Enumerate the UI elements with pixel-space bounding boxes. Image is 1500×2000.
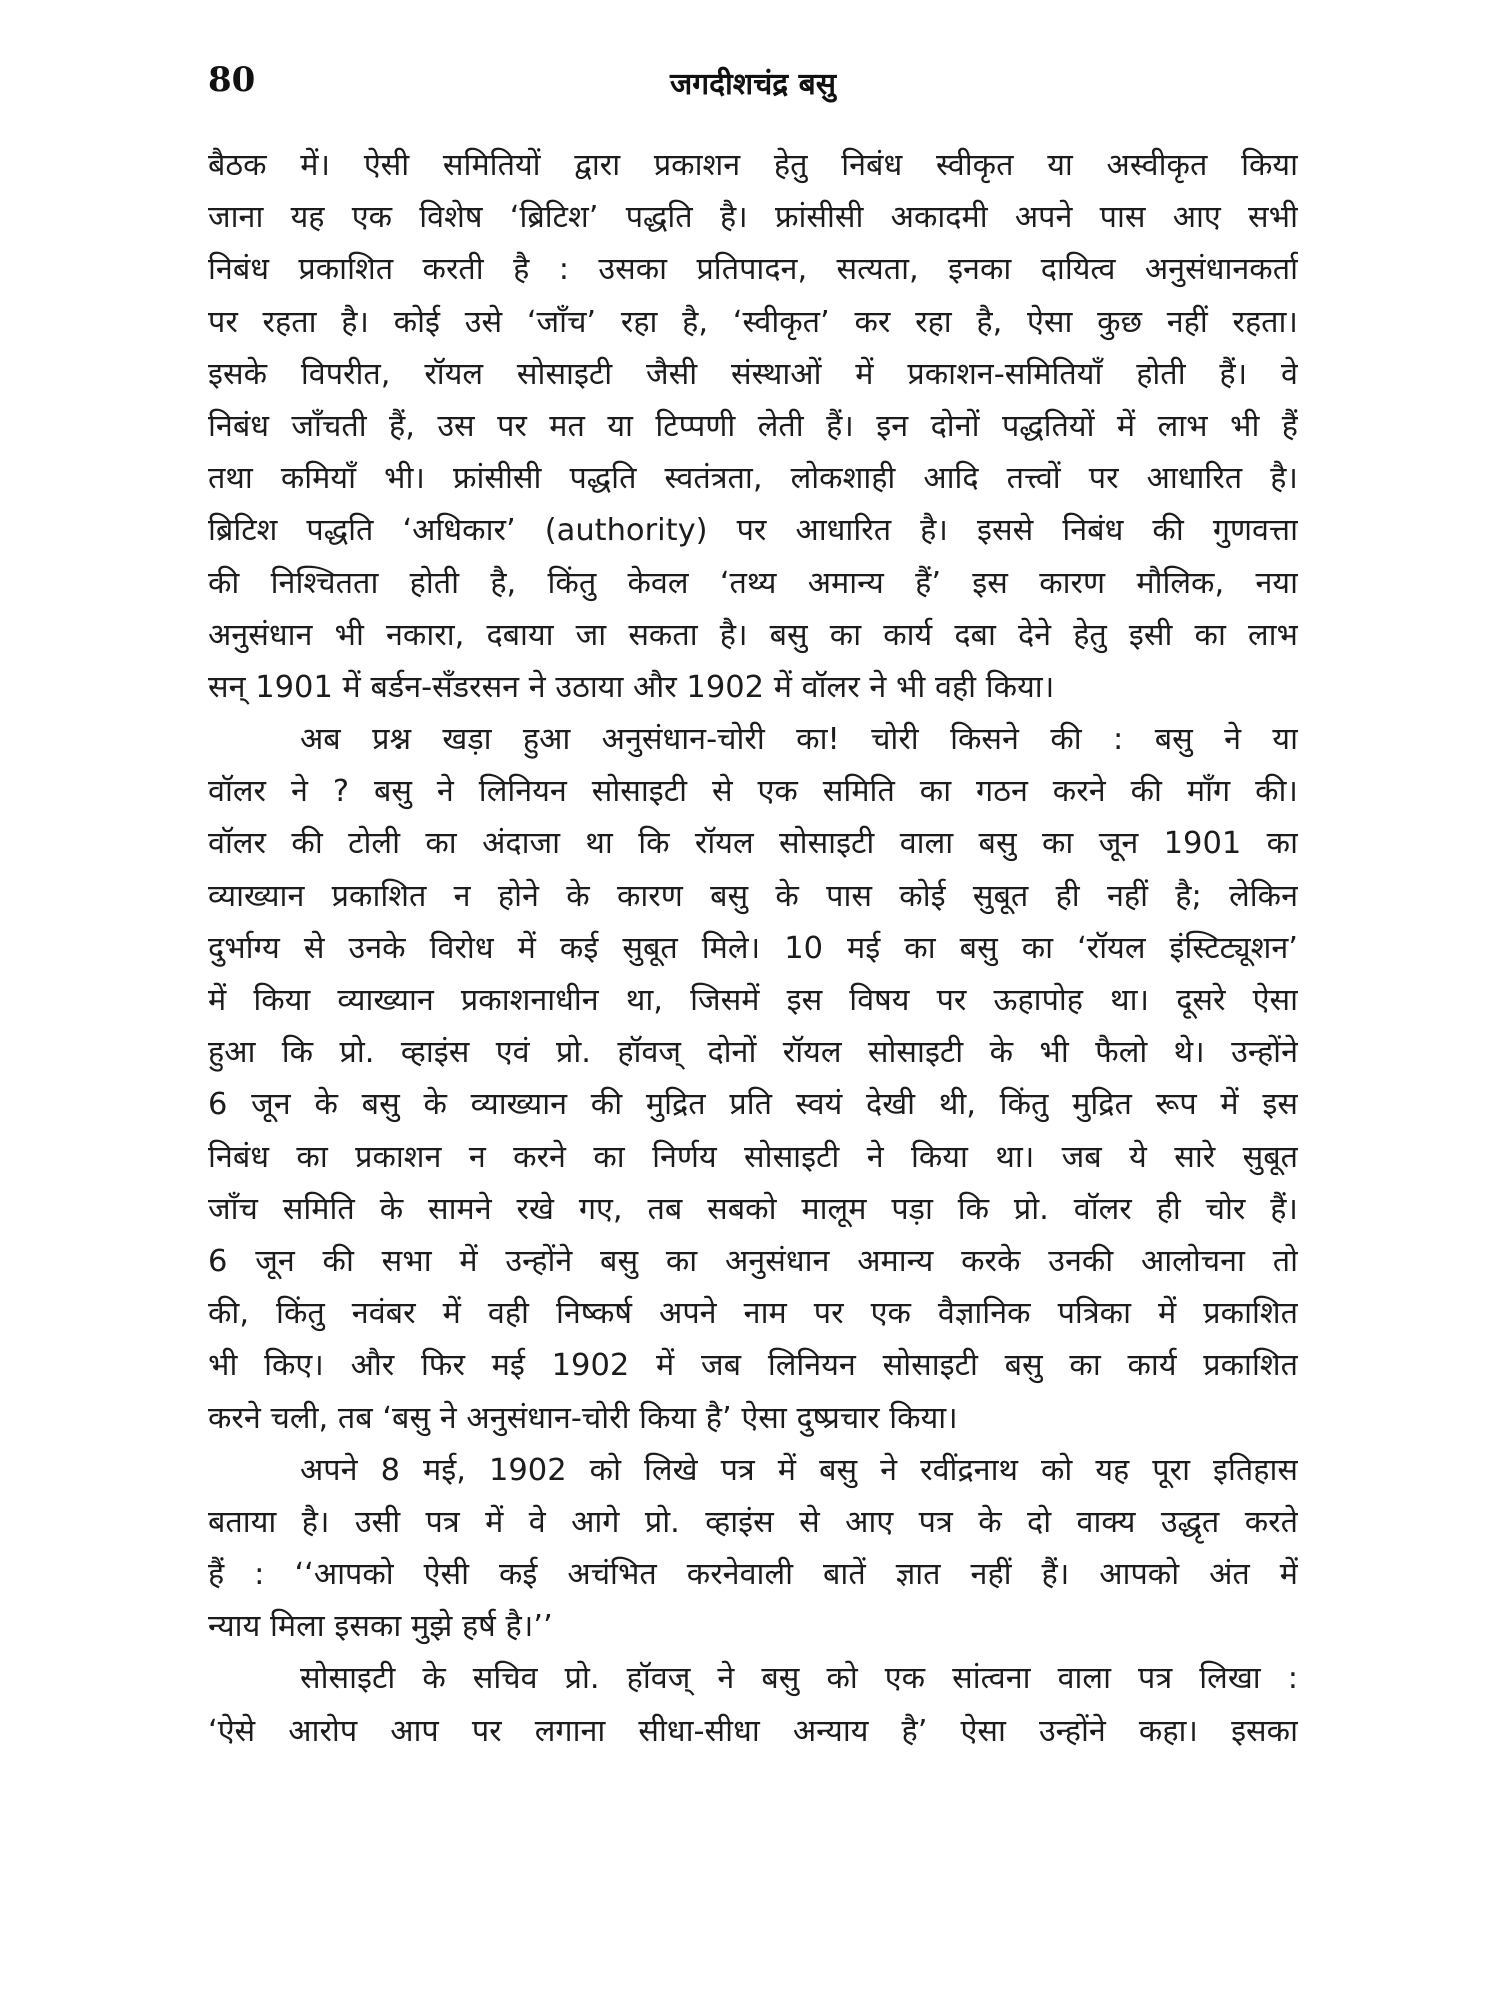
text-line: में किया व्याख्यान प्रकाशनाधीन था, जिसमें इस विषय पर ऊहापोह था। दूसरे ऐसा	[208, 983, 1298, 1018]
text-line: इसके विपरीत, रॉयल सोसाइटी जैसी संस्थाओं में प्रकाशन-समितियाँ होती हैं। वे	[208, 356, 1298, 392]
text-line: व्याख्यान प्रकाशित न होने के कारण बसु के पास कोई सुबूत ही नहीं है; लेकिन	[208, 878, 1298, 914]
text-line: वॉलर ने ? बसु ने लिनियन सोसाइटी से एक समिति का गठन करने की माँग की।	[208, 774, 1298, 810]
text-line: बैठक में। ऐसी समितियों द्वारा प्रकाशन हेतु निबंध स्वीकृत या अस्वीकृत किया	[208, 148, 1298, 183]
text-line: की निश्चितता होती है, किंतु केवल ‘तथ्य अमान्य हैं’ इस कारण मौलिक, नया	[208, 565, 1298, 601]
text-line: की, किंतु नवंबर में वही निष्कर्ष अपने नाम पर एक वैज्ञानिक पत्रिका में प्रकाशित	[208, 1296, 1298, 1332]
running-head-title: जगदीशचंद्र बसु	[669, 67, 837, 102]
text-line: हैं : ‘‘आपको ऐसी कई अचंभित करनेवाली बातें ज्ञात नहीं हैं। आपको अंत में	[208, 1557, 1298, 1593]
text-line: ब्रिटिश पद्धति ‘अधिकार’ (authority) पर आधारित है। इससे निबंध की गुणवत्ता	[208, 513, 1298, 549]
text-line: जाँच समिति के सामने रखे गए, तब सबको मालूम पड़ा कि प्रो. वॉलर ही चोर हैं।	[208, 1191, 1298, 1227]
text-line: 6 जून की सभा में उन्होंने बसु का अनुसंधान अमान्य करके उनकी आलोचना तो	[208, 1243, 1298, 1279]
text-line: बताया है। उसी पत्र में वे आगे प्रो. व्हाइंस से आए पत्र के दो वाक्य उद्धृत करते	[208, 1504, 1298, 1540]
text-line: अनुसंधान भी नकारा, दबाया जा सकता है। बसु का कार्य दबा देने हेतु इसी का लाभ	[208, 617, 1298, 653]
page-header	[208, 56, 1298, 116]
text-line: निबंध का प्रकाशन न करने का निर्णय सोसाइटी ने किया था। जब ये सारे सुबूत	[208, 1139, 1298, 1175]
text-line: तथा कमियाँ भी। फ्रांसीसी पद्धति स्वतंत्रता, लोकशाही आदि तत्त्वों पर आधारित है।	[208, 461, 1298, 497]
text-line: जाना यह एक विशेष ‘ब्रिटिश’ पद्धति है। फ्रांसीसी अकादमी अपने पास आए सभी	[208, 200, 1298, 236]
text-line: न्याय मिला इसका मुझे हर्ष है।’’	[208, 1609, 553, 1645]
text-line: पर रहता है। कोई उसे ‘जाँच’ रहा है, ‘स्वीकृत’ कर रहा है, ऐसा कुछ नहीं रहता।	[208, 304, 1298, 340]
text-line: अब प्रश्न खड़ा हुआ अनुसंधान-चोरी का! चोरी किसने की : बसु ने या	[300, 722, 1298, 758]
text-line: अपने 8 मई, 1902 को लिखे पत्र में बसु ने रवींद्रनाथ को यह पूरा इतिहास	[300, 1452, 1298, 1488]
text-line: निबंध जाँचती हैं, उस पर मत या टिप्पणी लेती हैं। इन दोनों पद्धतियों में लाभ भी हैं	[208, 408, 1298, 444]
text-line: हुआ कि प्रो. व्हाइंस एवं प्रो. हॉवज् दोनों रॉयल सोसाइटी के भी फैलो थे। उन्होंने	[208, 1035, 1298, 1071]
text-line: करने चली, तब ‘बसु ने अनुसंधान-चोरी किया है’ ऐसा दुष्प्रचार किया।	[208, 1400, 958, 1436]
text-line: सन् 1901 में बर्डन-सॅंडरसन ने उठाया और 1902 में वॉलर ने भी वही किया।	[208, 669, 1055, 705]
text-line: ‘ऐसे आरोप आप पर लगाना सीधा-सीधा अन्याय है’ ऐसा उन्होंने कहा। इसका	[208, 1713, 1298, 1749]
text-line: भी किए। और फिर मई 1902 में जब लिनियन सोसाइटी बसु का कार्य प्रकाशित	[208, 1348, 1298, 1384]
page-number: 80	[208, 60, 256, 100]
text-line: 6 जून के बसु के व्याख्यान की मुद्रित प्रति स्वयं देखी थी, किंतु मुद्रित रूप में इस	[208, 1087, 1298, 1123]
text-line: वॉलर की टोली का अंदाजा था कि रॉयल सोसाइटी वाला बसु का जून 1901 का	[208, 826, 1298, 862]
body-text	[208, 140, 1298, 1758]
text-line: सोसाइटी के सचिव प्रो. हॉवज् ने बसु को एक सांत्वना वाला पत्र लिखा :	[300, 1661, 1298, 1697]
text-line: दुर्भाग्य से उनके विरोध में कई सुबूत मिले। 10 मई का बसु का ‘रॉयल इंस्टिट्यूशन’	[208, 930, 1298, 966]
text-line: निबंध प्रकाशित करती है : उसका प्रतिपादन, सत्यता, इनका दायित्व अनुसंधानकर्ता	[208, 252, 1298, 288]
